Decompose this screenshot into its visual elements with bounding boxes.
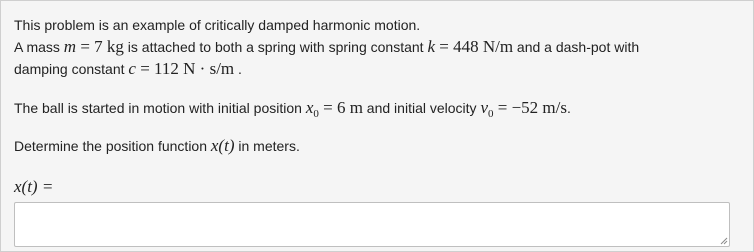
math-k: k [427,37,435,56]
answer-input[interactable] [14,202,730,247]
resize-grip-icon[interactable] [720,237,728,245]
math-v0: v [480,98,488,117]
math-c: c [128,59,136,78]
problem-damping-text: damping constant c = 112 N · s/m . [14,59,242,78]
math-x0: x [305,98,314,117]
problem-initial-conditions-text: The ball is started in motion with initial position $x_0 = 6$ m and initial velocity $v_0 = -52$ m/s. [14,98,571,120]
math-m: m [63,37,77,56]
answer-label: x(t) = [14,177,54,196]
math-x-of-t: x(t) [210,136,235,155]
problem-intro-text: This problem is an example of critically damped harmonic motion. [14,17,421,33]
problem-mass-spring-text: A mass m = 7 kg is attached to both a spring with spring constant k = 448 N/m and a dash-pot with [14,37,640,56]
problem-question-text: Determine the position function x(t) in meters. [14,136,300,155]
